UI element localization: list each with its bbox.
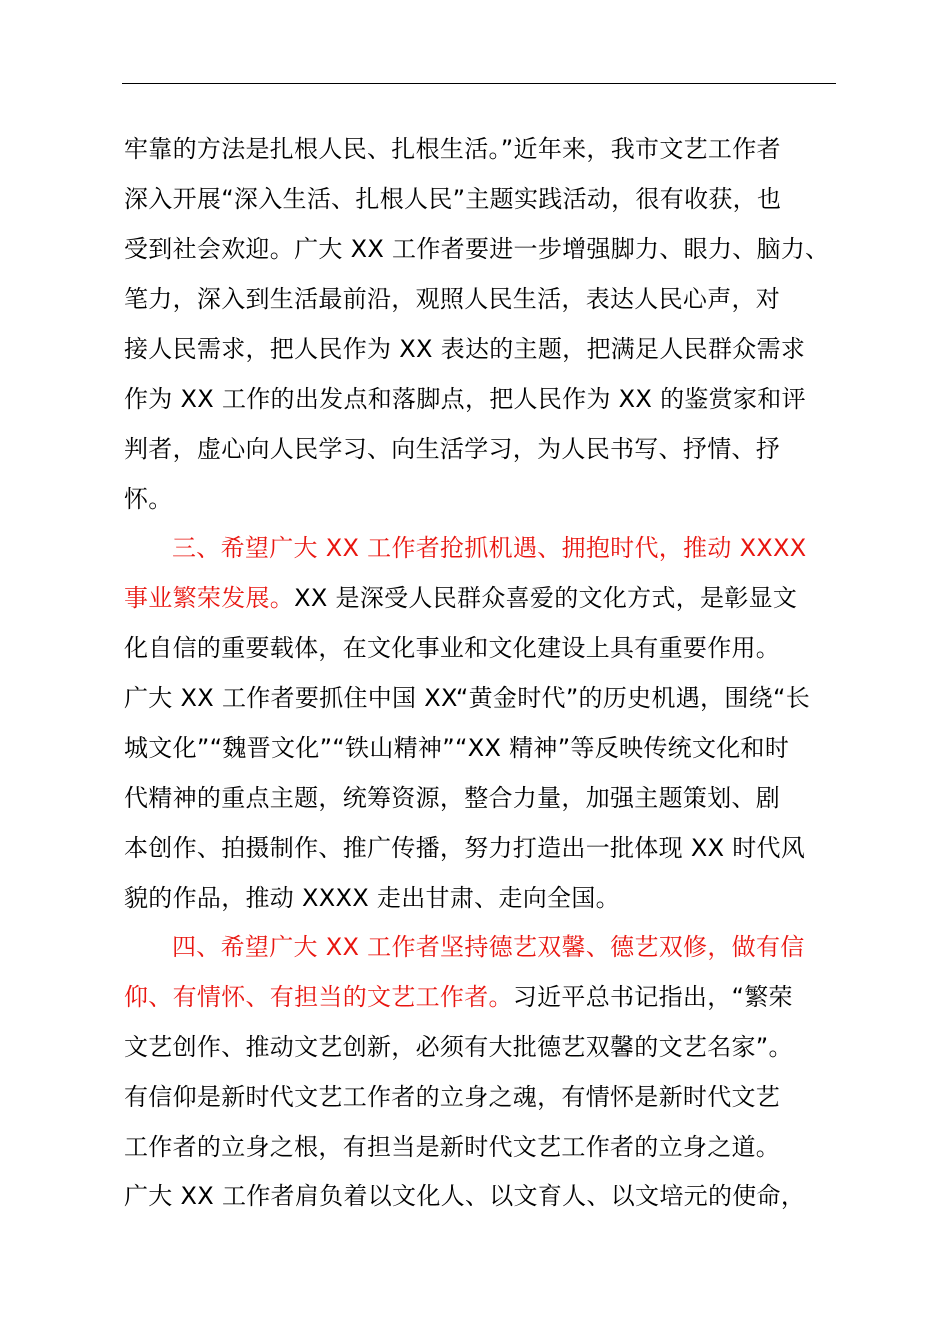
text-line: 化自信的重要载体，在文化事业和文化建设上具有重要作用。	[124, 634, 781, 662]
text-line: 判者，虚心向人民学习、向生活学习，为人民书写、抒情、抒	[124, 435, 781, 463]
text-line: 有信仰是新时代文艺工作者的立身之魂，有情怀是新时代文艺	[124, 1083, 781, 1111]
text-line: 牢靠的方法是扎根人民、扎根生活。”近年来，我市文艺工作者	[124, 135, 781, 163]
section-heading-4-end: 仰、有情怀、有担当的文艺工作者。	[124, 983, 513, 1011]
text-line: 广大 XX 工作者要抓住中国 XX“黄金时代”的历史机遇，围绕“长	[124, 684, 810, 712]
section-heading-4: 四、希望广大 XX 工作者坚持德艺双馨、德艺双修，做有信	[172, 933, 805, 961]
text-line: 笔力，深入到生活最前沿，观照人民生活，表达人民心声，对	[124, 285, 781, 313]
text-line	[124, 977, 793, 1017]
text-line: 深入开展“深入生活、扎根人民”主题实践活动，很有收获，也	[124, 185, 782, 213]
text-line: 接人民需求，把人民作为 XX 表达的主题，把满足人民群众需求	[124, 335, 806, 363]
text-line: 怀。	[124, 485, 173, 513]
text-line: 受到社会欢迎。广大 XX 工作者要进一步增强脚力、眼力、脑力、	[124, 235, 830, 263]
text-line: 城文化”“魏晋文化”“铁山精神”“XX 精神”等反映传统文化和时	[124, 734, 790, 762]
text-line: 工作者的立身之根，有担当是新时代文艺工作者的立身之道。	[124, 1133, 781, 1161]
text-line: 本创作、拍摄制作、推广传播，努力打造出一批体现 XX 时代风	[124, 834, 806, 862]
section-heading-3: 三、希望广大 XX 工作者抢抓机遇、拥抱时代，推动 XXXX	[172, 534, 807, 562]
header-rule	[122, 83, 836, 84]
text-span: XX 是深受人民群众喜爱的文化方式，是彰显文	[294, 584, 798, 612]
section-heading-3-end: 事业繁荣发展。	[124, 584, 295, 612]
text-line: 作为 XX 工作的出发点和落脚点，把人民作为 XX 的鉴赏家和评	[124, 385, 806, 413]
text-line: 广大 XX 工作者肩负着以文化人、以文育人、以文培元的使命，	[124, 1182, 806, 1210]
text-line: 代精神的重点主题，统筹资源，整合力量，加强主题策划、剧	[124, 784, 781, 812]
text-span: 习近平总书记指出，“繁荣	[512, 983, 793, 1011]
text-line: 文艺创作、推动文艺创新，必须有大批德艺双馨的文艺名家”。	[124, 1033, 793, 1061]
text-line: 貌的作品，推动 XXXX 走出甘肃、走向全国。	[124, 884, 620, 912]
text-line	[124, 578, 797, 618]
